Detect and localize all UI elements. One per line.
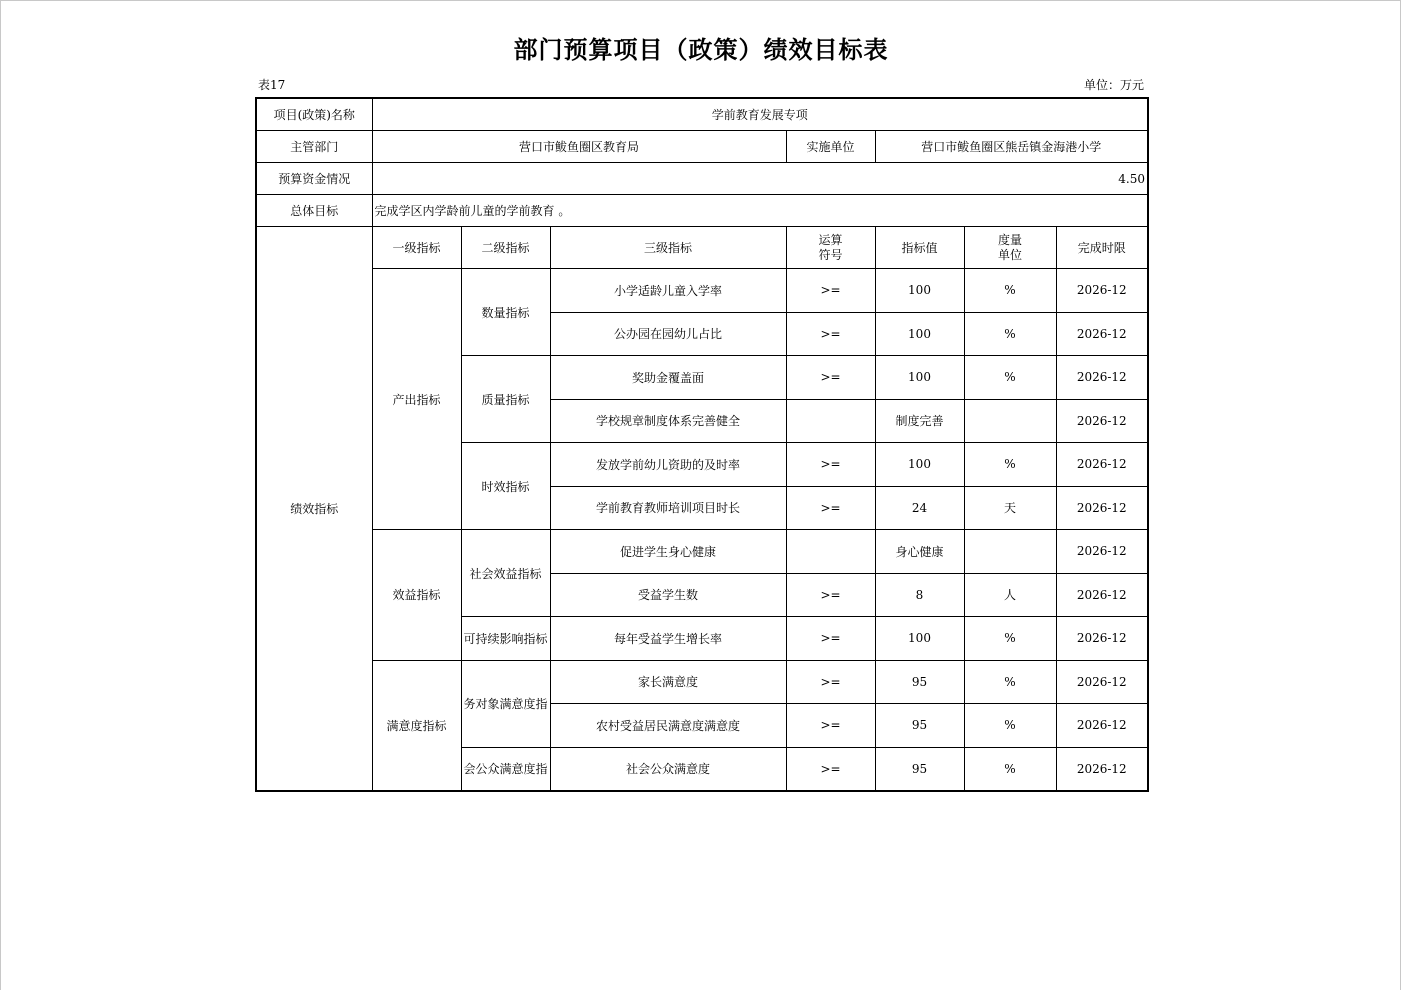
indicator-name: 每年受益学生增长率	[550, 617, 786, 661]
indicator-name: 公办园在园幼儿占比	[550, 312, 786, 356]
indicator-name: 学前教育教师培训项目时长	[550, 486, 786, 530]
impl-value: 营口市鲅鱼圈区熊岳镇金海港小学	[875, 131, 1148, 163]
indicator-unit: 天	[964, 486, 1056, 530]
indicator-unit: 人	[964, 573, 1056, 617]
performance-table	[255, 97, 1149, 792]
budget-label: 预算资金情况	[256, 163, 372, 195]
indicator-value: 95	[875, 704, 964, 748]
indicator-unit: %	[964, 356, 1056, 400]
group-satisfaction: 满意度指标	[372, 660, 461, 791]
indicator-deadline: 2026-12	[1056, 660, 1148, 704]
indicator-deadline: 2026-12	[1056, 399, 1148, 443]
subgroup-timeliness: 时效指标	[461, 443, 550, 530]
indicator-op	[786, 399, 875, 443]
indicator-op: >=	[786, 617, 875, 661]
table-row	[256, 98, 1148, 131]
indicator-unit	[964, 399, 1056, 443]
dept-value: 营口市鲅鱼圈区教育局	[372, 131, 786, 163]
indicator-unit: %	[964, 443, 1056, 487]
header-deadline: 完成时限	[1056, 227, 1148, 269]
goal-value: 完成学区内学龄前儿童的学前教育 。	[372, 195, 1148, 227]
indicator-unit: %	[964, 312, 1056, 356]
table-number: 表17	[258, 78, 286, 92]
header-row	[256, 227, 1148, 269]
indicator-deadline: 2026-12	[1056, 486, 1148, 530]
group-benefit: 效益指标	[372, 530, 461, 661]
indicator-name: 家长满意度	[550, 660, 786, 704]
indicator-unit: %	[964, 269, 1056, 313]
project-name-label: 项目(政策)名称	[256, 98, 372, 131]
indicator-op: >=	[786, 356, 875, 400]
goal-label: 总体目标	[256, 195, 372, 227]
header-unit: 度量 单位	[964, 227, 1056, 269]
dept-label: 主管部门	[256, 131, 372, 163]
indicator-op: >=	[786, 573, 875, 617]
impl-label: 实施单位	[786, 131, 875, 163]
budget-value: 4.50	[372, 163, 1148, 195]
table-row	[256, 195, 1148, 227]
indicator-op: >=	[786, 269, 875, 313]
header-value: 指标值	[875, 227, 964, 269]
indicator-value: 100	[875, 443, 964, 487]
indicator-name: 奖助金覆盖面	[550, 356, 786, 400]
indicator-op	[786, 530, 875, 574]
indicator-unit: %	[964, 660, 1056, 704]
header-level1: 一级指标	[372, 227, 461, 269]
indicator-name: 小学适龄儿童入学率	[550, 269, 786, 313]
indicator-name: 社会公众满意度	[550, 747, 786, 791]
page-title: 部门预算项目（政策）绩效目标表	[513, 35, 889, 64]
indicator-deadline: 2026-12	[1056, 573, 1148, 617]
indicator-value: 身心健康	[875, 530, 964, 574]
table-row	[256, 131, 1148, 163]
indicator-op: >=	[786, 660, 875, 704]
indicator-op: >=	[786, 486, 875, 530]
project-name-value: 学前教育发展专项	[372, 98, 1148, 131]
indicator-value: 95	[875, 747, 964, 791]
indicator-unit: %	[964, 617, 1056, 661]
indicator-name: 学校规章制度体系完善健全	[550, 399, 786, 443]
header-level2: 二级指标	[461, 227, 550, 269]
table-row	[256, 530, 1148, 574]
indicator-deadline: 2026-12	[1056, 269, 1148, 313]
unit-label: 单位：万元	[1083, 78, 1144, 92]
indicator-name: 促进学生身心健康	[550, 530, 786, 574]
indicator-unit: %	[964, 704, 1056, 748]
indicator-deadline: 2026-12	[1056, 617, 1148, 661]
header-op: 运算 符号	[786, 227, 875, 269]
indicator-op: >=	[786, 747, 875, 791]
indicator-deadline: 2026-12	[1056, 443, 1148, 487]
indicator-deadline: 2026-12	[1056, 312, 1148, 356]
indicator-value: 制度完善	[875, 399, 964, 443]
indicator-value: 100	[875, 617, 964, 661]
perf-label: 绩效指标	[256, 227, 372, 792]
indicator-value: 24	[875, 486, 964, 530]
subgroup-service: 务对象满意度指	[461, 660, 550, 747]
subgroup-quality: 质量指标	[461, 356, 550, 443]
subgroup-sustain: 可持续影响指标	[461, 617, 550, 661]
indicator-value: 8	[875, 573, 964, 617]
indicator-unit: %	[964, 747, 1056, 791]
table-row	[256, 660, 1148, 704]
indicator-name: 农村受益居民满意度满意度	[550, 704, 786, 748]
indicator-deadline: 2026-12	[1056, 356, 1148, 400]
indicator-deadline: 2026-12	[1056, 530, 1148, 574]
indicator-op: >=	[786, 443, 875, 487]
subgroup-public: 会公众满意度指	[461, 747, 550, 791]
table-row	[256, 163, 1148, 195]
indicator-value: 100	[875, 312, 964, 356]
indicator-unit	[964, 530, 1056, 574]
indicator-value: 100	[875, 356, 964, 400]
indicator-deadline: 2026-12	[1056, 704, 1148, 748]
group-output: 产出指标	[372, 269, 461, 530]
subgroup-social: 社会效益指标	[461, 530, 550, 617]
header-level3: 三级指标	[550, 227, 786, 269]
indicator-name: 受益学生数	[550, 573, 786, 617]
indicator-op: >=	[786, 704, 875, 748]
subgroup-quantity: 数量指标	[461, 269, 550, 356]
indicator-value: 95	[875, 660, 964, 704]
indicator-value: 100	[875, 269, 964, 313]
indicator-name: 发放学前幼儿资助的及时率	[550, 443, 786, 487]
indicator-deadline: 2026-12	[1056, 747, 1148, 791]
indicator-op: >=	[786, 312, 875, 356]
table-row	[256, 269, 1148, 313]
